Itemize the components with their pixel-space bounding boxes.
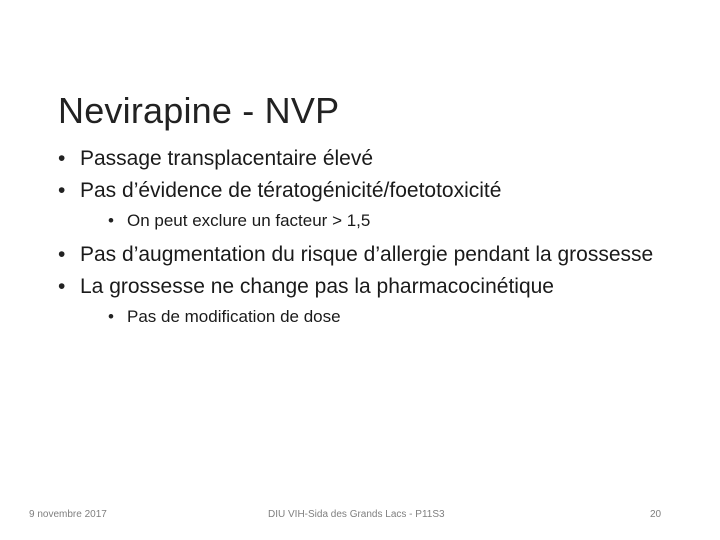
bullet-dot: • [108, 307, 114, 326]
footer-date: 9 novembre 2017 [29, 509, 107, 520]
page-number: 20 [650, 509, 662, 520]
bullet-dot: • [108, 211, 114, 230]
sub-bullet-item [58, 210, 678, 232]
bullet-text: Passage transplacentaire élevé [80, 147, 374, 170]
bullet-item [58, 178, 678, 204]
bullet-dot: • [58, 179, 66, 202]
bullet-dot: • [58, 243, 66, 266]
footer-title: DIU VIH-Sida des Grands Lacs - P11S3 [268, 509, 445, 520]
bullet-item [58, 274, 678, 300]
bullet-text: Pas de modification de dose [127, 307, 341, 326]
bullet-item [58, 242, 678, 268]
slide-title: Nevirapine - NVP [58, 90, 340, 132]
sub-bullet-item [58, 306, 678, 328]
bullet-dot: • [58, 147, 66, 170]
bullet-text: Pas d’augmentation du risque d’allergie pendant la grossesse [80, 243, 654, 266]
bullet-dot: • [58, 275, 66, 298]
bullet-text: La grossesse ne change pas la pharmacocinétique [80, 275, 554, 298]
bullet-text: Pas d’évidence de tératogénicité/foetotoxicité [80, 179, 502, 202]
bullet-text: On peut exclure un facteur > 1,5 [127, 211, 371, 230]
bullet-item [58, 146, 678, 172]
bullet-list [58, 146, 678, 338]
